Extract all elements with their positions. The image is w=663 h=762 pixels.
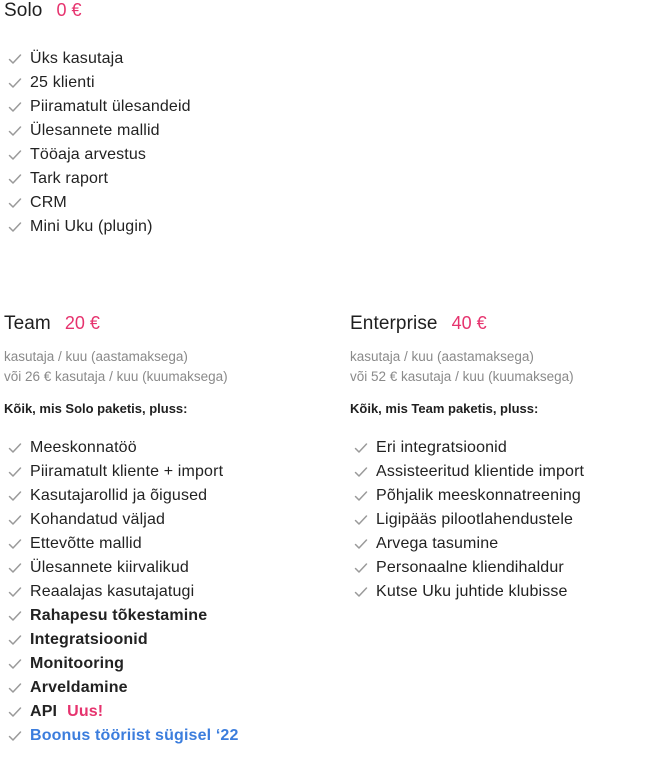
feature-text: Ettevõtte mallid xyxy=(30,535,142,552)
billing-monthly: või 26 € kasutaja / kuu (kuumaksega) xyxy=(4,369,228,384)
feature-item xyxy=(4,652,334,676)
feature-text: Integratsioonid xyxy=(30,631,148,648)
feature-text: Rahapesu tõkestamine xyxy=(30,607,208,624)
feature-text: Üks kasutaja xyxy=(30,50,124,67)
feature-text: Piiramatult ülesandeid xyxy=(30,98,191,115)
feature-text: 25 klienti xyxy=(30,74,95,91)
feature-item xyxy=(350,556,660,580)
check-icon xyxy=(8,682,22,694)
plan-header xyxy=(4,313,334,341)
feature-item xyxy=(4,484,334,508)
feature-text: Reaalajas kasutajatugi xyxy=(30,583,195,600)
plan-enterprise xyxy=(350,313,660,604)
feature-item xyxy=(4,556,334,580)
check-icon xyxy=(8,125,22,137)
billing-note xyxy=(4,347,334,387)
feature-text: Mini Uku (plugin) xyxy=(30,218,153,235)
check-icon xyxy=(8,538,22,550)
feature-item xyxy=(350,580,660,604)
feature-item xyxy=(350,484,660,508)
feature-text: Arvega tasumine xyxy=(376,535,499,552)
feature-item xyxy=(4,676,334,700)
check-icon xyxy=(8,562,22,574)
new-badge: Uus! xyxy=(67,703,104,720)
billing-annual: kasutaja / kuu (aastamaksega) xyxy=(350,349,534,364)
feature-item xyxy=(350,508,660,532)
feature-item xyxy=(4,436,334,460)
feature-text: CRM xyxy=(30,194,67,211)
feature-text: Tööaja arvestus xyxy=(30,146,147,163)
feature-item xyxy=(350,436,660,460)
plan-header xyxy=(4,0,324,28)
billing-note xyxy=(350,347,660,387)
feature-item xyxy=(4,604,334,628)
check-icon xyxy=(8,490,22,502)
feature-item xyxy=(350,460,660,484)
check-icon xyxy=(8,706,22,718)
plan-team xyxy=(4,313,334,748)
feature-text: Ligipääs pilootlahendustele xyxy=(376,511,574,528)
feature-list xyxy=(4,436,334,748)
plan-name: Enterprise xyxy=(350,313,438,334)
billing-annual: kasutaja / kuu (aastamaksega) xyxy=(4,349,188,364)
feature-item xyxy=(4,724,334,748)
includes-heading: Kõik, mis Solo paketis, pluss: xyxy=(4,401,188,416)
feature-item xyxy=(4,628,334,652)
feature-item xyxy=(4,215,324,239)
check-icon xyxy=(8,658,22,670)
check-icon xyxy=(354,562,368,574)
feature-text: Eri integratsioonid xyxy=(376,439,507,456)
feature-text: Kutse Uku juhtide klubisse xyxy=(376,583,568,600)
feature-text: Monitooring xyxy=(30,655,125,672)
feature-item xyxy=(4,47,324,71)
feature-item xyxy=(4,143,324,167)
check-icon xyxy=(8,586,22,598)
plan-price: 40 € xyxy=(451,313,487,333)
includes-heading: Kõik, mis Team paketis, pluss: xyxy=(350,401,539,416)
feature-item xyxy=(4,191,324,215)
check-icon xyxy=(8,53,22,65)
feature-text: Kohandatud väljad xyxy=(30,511,166,528)
feature-item xyxy=(4,580,334,604)
feature-text: Assisteeritud klientide import xyxy=(376,463,585,480)
billing-monthly: või 52 € kasutaja / kuu (kuumaksega) xyxy=(350,369,574,384)
feature-item xyxy=(4,119,324,143)
plan-name: Solo xyxy=(4,0,43,21)
feature-item xyxy=(4,95,324,119)
feature-item xyxy=(4,508,334,532)
check-icon xyxy=(354,538,368,550)
feature-list xyxy=(350,436,660,604)
check-icon xyxy=(8,77,22,89)
check-icon xyxy=(8,610,22,622)
feature-item xyxy=(4,532,334,556)
check-icon xyxy=(354,586,368,598)
check-icon xyxy=(8,514,22,526)
check-icon xyxy=(8,173,22,185)
check-icon xyxy=(354,490,368,502)
check-icon xyxy=(8,466,22,478)
check-icon xyxy=(8,221,22,233)
plan-name: Team xyxy=(4,313,51,334)
plan-solo xyxy=(4,0,324,239)
feature-text: Ülesannete kiirvalikud xyxy=(30,559,189,576)
check-icon xyxy=(8,149,22,161)
feature-text: Arveldamine xyxy=(30,679,128,696)
check-icon xyxy=(8,101,22,113)
feature-item xyxy=(350,532,660,556)
feature-text: API xyxy=(30,703,58,720)
check-icon xyxy=(8,442,22,454)
feature-item xyxy=(4,167,324,191)
check-icon xyxy=(354,466,368,478)
feature-text: Põhjalik meeskonnatreening xyxy=(376,487,581,504)
feature-text: Meeskonnatöö xyxy=(30,439,137,456)
check-icon xyxy=(8,197,22,209)
check-icon xyxy=(8,730,22,742)
check-icon xyxy=(354,442,368,454)
feature-item xyxy=(4,460,334,484)
feature-text-bonus: Boonus tööriist sügisel ‘22 xyxy=(30,727,239,744)
feature-item xyxy=(4,700,334,724)
feature-item xyxy=(4,71,324,95)
feature-text: Ülesannete mallid xyxy=(30,122,160,139)
feature-text: Kasutajarollid ja õigused xyxy=(30,487,208,504)
feature-text: Piiramatult kliente + import xyxy=(30,463,224,480)
plan-price: 0 € xyxy=(56,0,82,20)
plan-header xyxy=(350,313,660,341)
feature-list xyxy=(4,47,324,239)
feature-text: Tark raport xyxy=(30,170,109,187)
check-icon xyxy=(354,514,368,526)
plan-price: 20 € xyxy=(64,313,100,333)
feature-text: Personaalne kliendihaldur xyxy=(376,559,564,576)
check-icon xyxy=(8,634,22,646)
